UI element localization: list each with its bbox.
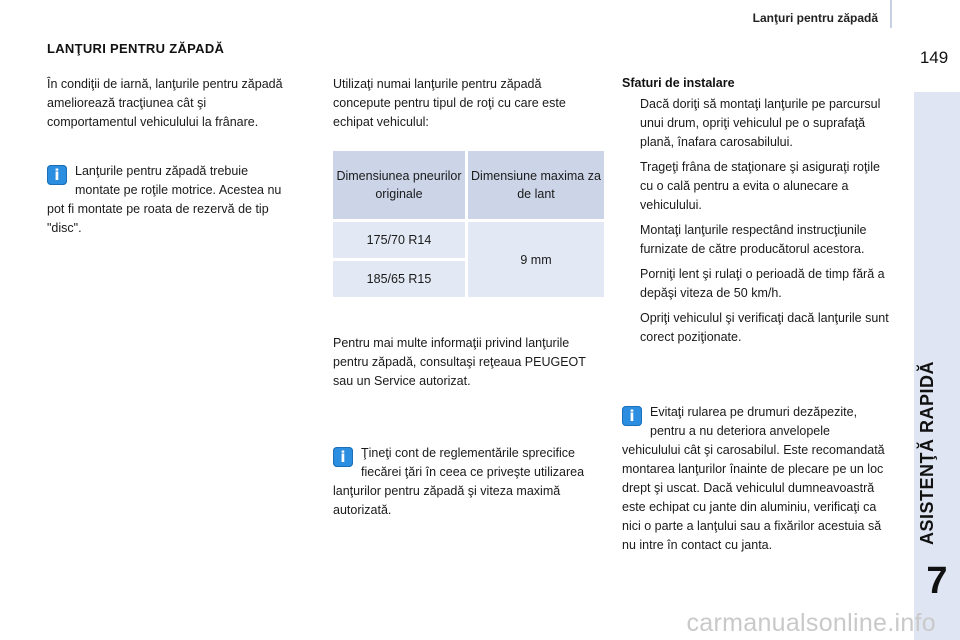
list-item xyxy=(622,309,892,347)
table-header-max-link: Dimensiune maxima za de lant xyxy=(467,151,605,221)
info-note-text: Lanţurile pentru zăpadă trebuie montate pe roţile motrice. Acestea nu pot fi montate pe roata de rezervă de tip "disc". xyxy=(47,164,282,235)
list-item-text: Opriţi vehiculul şi verificaţi dacă lanţurile sunt corect poziţionate. xyxy=(640,311,889,344)
info-note-front-wheels xyxy=(47,162,292,238)
list-item xyxy=(622,95,892,152)
list-item-text: Porniţi lent şi rulaţi o perioadă de timp fără a depăşi viteza de 50 km/h. xyxy=(640,267,885,300)
info-icon: i xyxy=(333,447,353,467)
table-header-tire-size: Dimensiunea pneurilor originale xyxy=(333,151,467,221)
chapter-number: 7 xyxy=(926,560,948,602)
table-cell-size: 185/65 R15 xyxy=(333,260,467,298)
info-note-text: Evitaţi rularea pe drumuri dezăpezite, pentru a nu deteriora anvelopele vehiculului cât şi carosabilul. Este recomandată montarea lanţurilor înainte de plecare pe un loc drept şi uscat. Dacă vehiculul dumneavoastră este echipat cu jante din aluminiu, verificaţi ca nici o parte a lanţului sau a fixărilor acestuia să nu intre în contact cu janta. xyxy=(622,405,885,552)
list-item-text: Dacă doriţi să montaţi lanţurile pe parcursul unui drum, opriţi vehiculul pe o suprafaţă plană, înafara carosabilului. xyxy=(640,97,881,149)
table-cell-size: 175/70 R14 xyxy=(333,221,467,260)
more-info-paragraph: Pentru mai multe informaţii privind lanţurile pentru zăpadă, consultaşi reţeaua PEUGEOT sau un Service autorizat. xyxy=(333,336,586,388)
list-item xyxy=(622,221,892,259)
list-item xyxy=(622,158,892,215)
list-item-text: Montaţi lanţurile respectând instrucţiunile furnizate de către producătorul acestora. xyxy=(640,223,867,256)
tire-size-table xyxy=(333,151,604,297)
chapter-title: ASISTENŢĂ RAPIDĂ xyxy=(917,360,937,545)
table-row xyxy=(333,221,604,260)
installation-tips-title: Sfaturi de instalare xyxy=(622,76,735,90)
section-title: LANŢURI PENTRU ZĂPADĂ xyxy=(47,41,225,56)
running-header-title: Lanţuri pentru zăpadă xyxy=(752,11,878,25)
info-icon: i xyxy=(47,165,67,185)
installation-tips-list xyxy=(622,95,892,353)
list-item xyxy=(622,265,892,303)
watermark: carmanualsonline.info xyxy=(686,609,936,637)
info-note-regulations xyxy=(333,444,603,520)
page-number: 149 xyxy=(919,48,949,67)
info-icon: i xyxy=(622,406,642,426)
list-item-text: Trageţi frâna de staţionare şi asiguraţi roţile cu o cală pentru a evita o alunecare a vehiculului. xyxy=(640,160,880,212)
info-note-text: Ţineţi cont de reglementările sprecifice fiecărei ţări în ceea ce priveşte utilizarea lanţurilor pentru zăpadă şi viteza maximă autorizată. xyxy=(333,446,585,517)
table-header-row xyxy=(333,151,604,221)
intro-paragraph: În condiţii de iarnă, lanţurile pentru zăpadă ameliorează tracţiunea cât şi comportamentul vehiculului la frânare. xyxy=(47,77,283,129)
table-cell-max-link: 9 mm xyxy=(467,221,605,298)
info-note-clear-roads xyxy=(622,403,890,555)
header-divider xyxy=(890,0,892,28)
usage-paragraph: Utilizaţi numai lanţurile pentru zăpadă concepute pentru tipul de roţi cu care este echipat vehiculul: xyxy=(333,77,566,129)
